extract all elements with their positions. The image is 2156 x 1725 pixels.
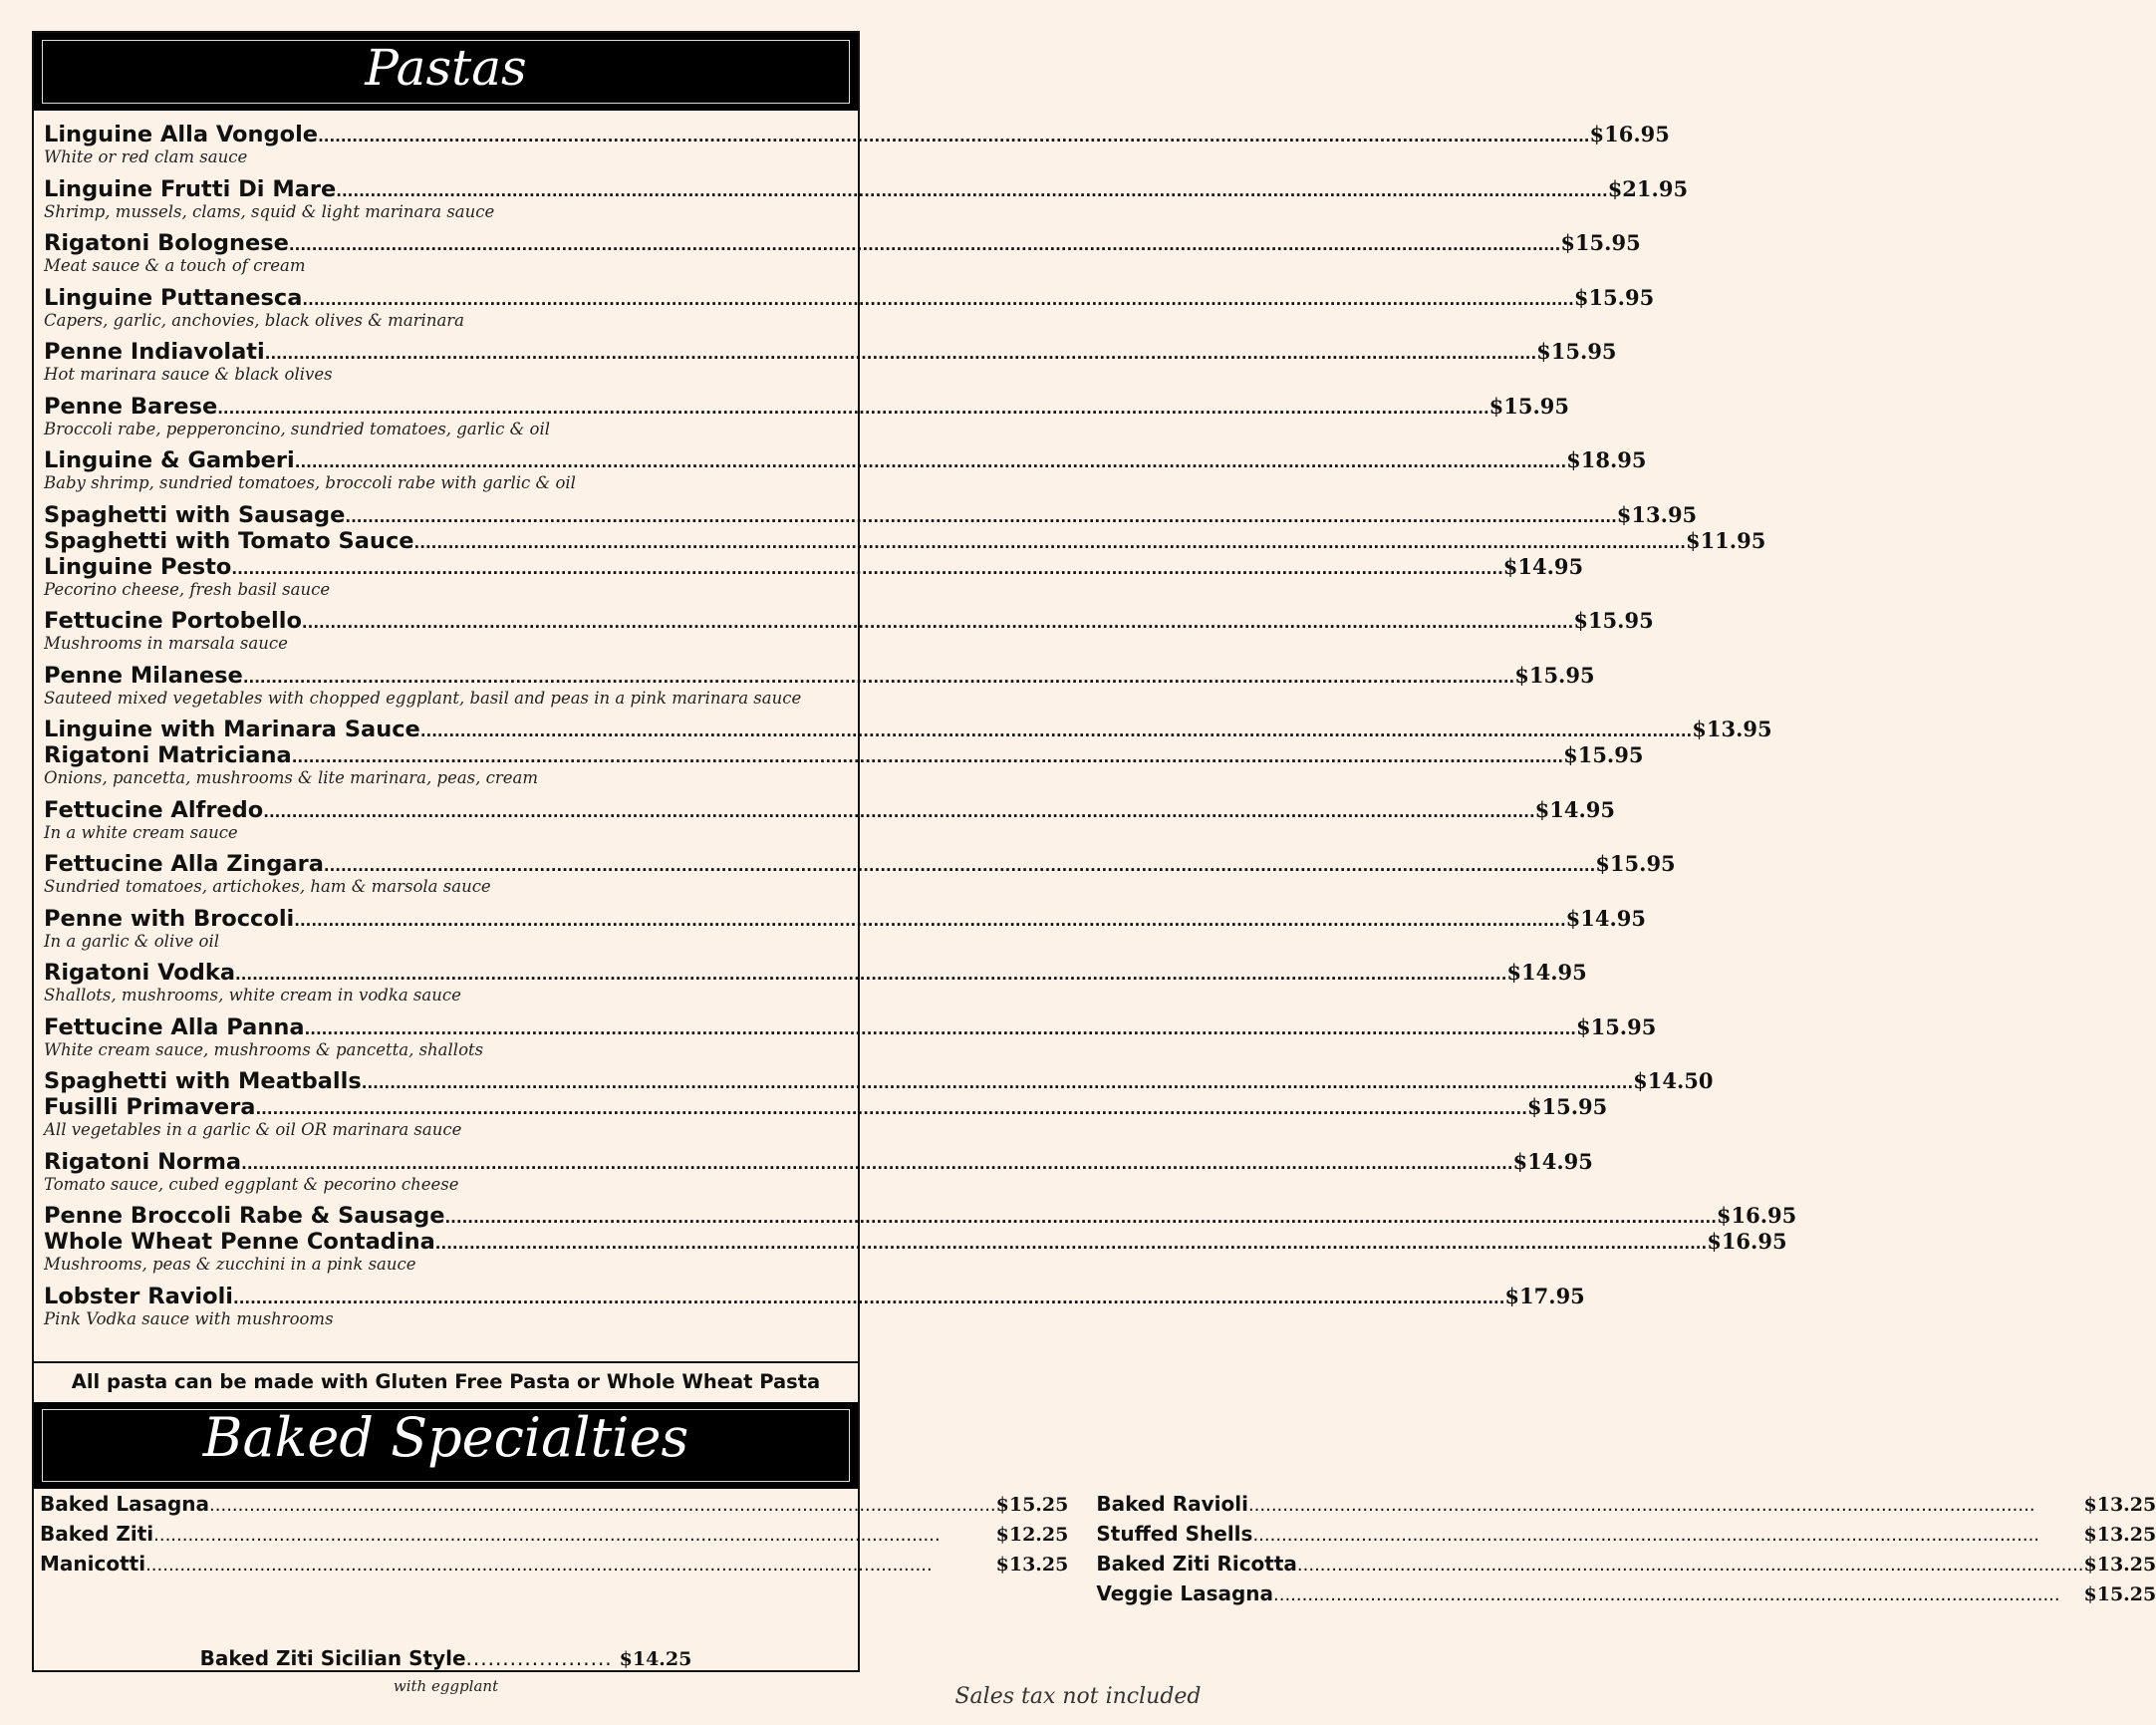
menu-item-row bbox=[44, 446, 1647, 473]
item-name: Rigatoni Vodka bbox=[44, 960, 235, 986]
item-price: $15.95 bbox=[1536, 339, 1617, 364]
pastas-title: Pastas bbox=[365, 39, 527, 97]
menu-item bbox=[44, 850, 1676, 905]
menu-item bbox=[44, 501, 1698, 528]
menu-item bbox=[44, 121, 1670, 175]
item-description: Meat sauce & a touch of cream bbox=[44, 256, 306, 275]
menu-item-row bbox=[44, 284, 1655, 311]
pasta-item-list bbox=[34, 111, 1797, 1336]
baked-item bbox=[40, 1550, 1068, 1580]
special-price: $14.25 bbox=[619, 1648, 692, 1670]
gluten-free-note: All pasta can be made with Gluten Free Pasta or Whole Wheat Pasta bbox=[34, 1361, 858, 1402]
menu-item-row bbox=[44, 553, 1584, 580]
menu-item bbox=[44, 446, 1647, 501]
item-price: $16.95 bbox=[1589, 122, 1670, 146]
special-item bbox=[34, 1644, 858, 1673]
dot-leader bbox=[318, 123, 1589, 150]
item-description: Pecorino cheese, fresh basil sauce bbox=[44, 579, 331, 599]
menu-item-row bbox=[44, 393, 1570, 420]
item-description: Shallots, mushrooms, white cream in vodka sauce bbox=[44, 986, 461, 1005]
menu-item-row bbox=[44, 175, 1689, 202]
item-description: Onions, pancetta, mushrooms & lite marinara, peas, cream bbox=[44, 768, 538, 787]
menu-item bbox=[44, 527, 1766, 554]
menu-item bbox=[44, 229, 1641, 284]
baked-left-column bbox=[40, 1490, 1068, 1609]
item-name: Whole Wheat Penne Contadina bbox=[44, 1229, 435, 1255]
menu-item-row bbox=[44, 662, 1595, 689]
dot-leader bbox=[336, 177, 1607, 205]
item-price: $15.95 bbox=[1563, 742, 1644, 767]
item-price: $14.95 bbox=[1502, 553, 1584, 579]
item-price: $14.95 bbox=[1512, 1148, 1593, 1174]
baked-item bbox=[1096, 1520, 2156, 1550]
dot-leader bbox=[263, 798, 1534, 826]
item-name: Linguine Frutti Di Mare bbox=[44, 175, 337, 202]
pastas-banner bbox=[34, 33, 858, 111]
menu-item bbox=[44, 741, 1644, 796]
item-description: Hot marinara sauce & black olives bbox=[44, 365, 333, 384]
special-description: with eggplant bbox=[393, 1677, 499, 1695]
menu-item bbox=[44, 284, 1655, 339]
item-description: Tomato sauce, cubed eggplant & pecorino cheese bbox=[44, 1174, 459, 1194]
dot-leader bbox=[1297, 1551, 2084, 1580]
dot-leader bbox=[289, 231, 1560, 259]
item-name: Fettucine Alfredo bbox=[44, 796, 264, 823]
menu-item-row bbox=[44, 850, 1676, 877]
item-name: Linguine with Marinara Sauce bbox=[44, 717, 420, 742]
dot-leader bbox=[324, 852, 1595, 880]
item-name: Fusilli Primavera bbox=[44, 1094, 256, 1120]
dot-leader bbox=[153, 1521, 996, 1550]
dot-leader bbox=[145, 1551, 996, 1580]
item-description: Capers, garlic, anchovies, black olives & marinara bbox=[44, 310, 465, 330]
dot-leader bbox=[1252, 1521, 2083, 1550]
item-description: White cream sauce, mushrooms & pancetta, shallots bbox=[44, 1039, 484, 1059]
item-price: $17.95 bbox=[1504, 1283, 1585, 1308]
special-name: Baked Ziti Sicilian Style bbox=[199, 1646, 466, 1670]
baked-item-name: Manicotti bbox=[40, 1552, 146, 1576]
item-price: $14.95 bbox=[1506, 960, 1587, 985]
item-name: Fettucine Alla Panna bbox=[44, 1013, 305, 1040]
baked-item-price: $13.25 bbox=[2083, 1524, 2156, 1546]
menu-item-row bbox=[44, 1148, 1593, 1175]
item-price: $16.95 bbox=[1716, 1203, 1797, 1228]
baked-item-price: $15.25 bbox=[2083, 1583, 2156, 1605]
item-name: Linguine Puttanesca bbox=[44, 284, 303, 311]
baked-item-price: $13.25 bbox=[2083, 1494, 2156, 1516]
menu-item bbox=[44, 1202, 1797, 1229]
item-description: Mushrooms in marsala sauce bbox=[44, 634, 288, 653]
menu-item-row bbox=[44, 229, 1641, 256]
menu-item bbox=[44, 338, 1617, 393]
baked-item-price: $13.25 bbox=[2083, 1554, 2156, 1576]
menu-item bbox=[44, 175, 1689, 230]
dot-leader bbox=[362, 1069, 1633, 1097]
item-name: Penne Broccoli Rabe & Sausage bbox=[44, 1203, 445, 1229]
item-name: Rigatoni Norma bbox=[44, 1148, 242, 1175]
item-name: Fettucine Portobello bbox=[44, 608, 302, 634]
item-price: $14.50 bbox=[1633, 1068, 1714, 1093]
item-price: $14.95 bbox=[1565, 905, 1647, 931]
item-price: $13.95 bbox=[1616, 501, 1698, 527]
baked-banner bbox=[34, 1402, 858, 1489]
baked-right-column bbox=[1096, 1490, 2156, 1609]
menu-item bbox=[44, 959, 1587, 1013]
item-name: Rigatoni Bolognese bbox=[44, 230, 289, 256]
baked-item-price: $12.25 bbox=[995, 1524, 1069, 1546]
item-name: Spaghetti with Sausage bbox=[44, 501, 346, 528]
dot-leader bbox=[414, 529, 1686, 557]
item-name: Linguine Alla Vongole bbox=[44, 122, 319, 147]
menu-item bbox=[44, 607, 1654, 662]
menu-item bbox=[44, 1067, 1714, 1094]
menu-item-row bbox=[44, 121, 1670, 147]
menu-item-row bbox=[44, 1283, 1585, 1309]
item-price: $15.95 bbox=[1560, 230, 1641, 255]
item-description: All vegetables in a garlic & oil OR marinara sauce bbox=[44, 1120, 462, 1139]
item-description: Pink Vodka sauce with mushrooms bbox=[44, 1308, 334, 1328]
item-name: Spaghetti with Meatballs bbox=[44, 1068, 362, 1094]
sales-tax-note: Sales tax not included bbox=[954, 1684, 1202, 1709]
menu-item-row bbox=[44, 1093, 1608, 1120]
baked-item-name: Baked Ravioli bbox=[1096, 1492, 1248, 1516]
menu-item bbox=[44, 796, 1616, 851]
menu-item-row bbox=[44, 959, 1587, 986]
menu-item bbox=[44, 553, 1584, 608]
baked-item bbox=[40, 1520, 1068, 1550]
menu-item-row bbox=[44, 905, 1647, 932]
menu-item bbox=[44, 393, 1570, 447]
item-price: $15.95 bbox=[1573, 608, 1654, 633]
item-name: Rigatoni Matriciana bbox=[44, 742, 292, 768]
item-description: Baby shrimp, sundried tomatoes, broccoli rabe with garlic & oil bbox=[44, 473, 576, 492]
dot-leader bbox=[233, 1285, 1504, 1312]
dot-leader bbox=[231, 555, 1502, 583]
item-name: Fettucine Alla Zingara bbox=[44, 851, 324, 877]
item-description: Shrimp, mussels, clams, squid & light marinara sauce bbox=[44, 201, 495, 221]
menu-item-row bbox=[44, 607, 1654, 634]
menu-item bbox=[44, 1228, 1787, 1283]
item-price: $16.95 bbox=[1707, 1229, 1787, 1254]
dot-leader bbox=[265, 340, 1536, 368]
item-price: $15.95 bbox=[1575, 1013, 1657, 1039]
baked-item-name: Stuffed Shells bbox=[1096, 1522, 1253, 1546]
menu-item-row bbox=[44, 716, 1772, 742]
menu-item-row bbox=[44, 1228, 1787, 1255]
menu-item-row bbox=[44, 1067, 1714, 1094]
dot-leader bbox=[302, 286, 1573, 314]
menu-item-row bbox=[44, 501, 1698, 528]
item-name: Linguine Pesto bbox=[44, 553, 232, 580]
baked-item-name: Baked Ziti bbox=[40, 1522, 154, 1546]
item-price: $21.95 bbox=[1607, 175, 1689, 201]
baked-item-name: Baked Ziti Ricotta bbox=[1096, 1552, 1297, 1576]
item-name: Penne with Broccoli bbox=[44, 905, 295, 932]
baked-item-name: Veggie Lasagna bbox=[1096, 1581, 1274, 1605]
menu-item bbox=[44, 662, 1595, 717]
item-description: White or red clam sauce bbox=[44, 147, 248, 166]
menu-item-row bbox=[44, 527, 1766, 554]
item-description: Sauteed mixed vegetables with chopped eggplant, basil and peas in a pink marinara sauce bbox=[44, 688, 802, 708]
menu-item bbox=[44, 1013, 1657, 1068]
item-price: $15.95 bbox=[1526, 1094, 1608, 1119]
baked-columns bbox=[40, 1490, 2156, 1609]
menu-item bbox=[44, 905, 1647, 960]
baked-item bbox=[1096, 1490, 2156, 1520]
baked-item-price: $15.25 bbox=[995, 1494, 1069, 1516]
item-price: $15.95 bbox=[1488, 393, 1570, 419]
dot-leader bbox=[435, 1230, 1707, 1258]
menu-item bbox=[44, 1283, 1585, 1337]
item-price: $15.95 bbox=[1514, 662, 1595, 688]
item-price: $11.95 bbox=[1685, 527, 1766, 553]
baked-title: Baked Specialties bbox=[202, 1406, 689, 1469]
item-price: $15.95 bbox=[1595, 851, 1676, 876]
dot-leader bbox=[420, 718, 1692, 745]
menu-item-row bbox=[44, 796, 1616, 823]
menu-item bbox=[44, 1148, 1593, 1203]
baked-item-price: $13.25 bbox=[995, 1554, 1069, 1576]
menu-item-row bbox=[44, 1013, 1657, 1040]
item-description: Sundried tomatoes, artichokes, ham & marsola sauce bbox=[44, 877, 491, 896]
menu-item bbox=[44, 1093, 1608, 1148]
dot-leader bbox=[444, 1204, 1716, 1232]
baked-item-name: Baked Lasagna bbox=[40, 1492, 210, 1516]
dot-leader bbox=[302, 609, 1573, 637]
special-dots: .................... bbox=[465, 1646, 613, 1670]
dot-leader bbox=[305, 1015, 1576, 1043]
item-price: $14.95 bbox=[1534, 796, 1616, 822]
item-description: Mushrooms, peas & zucchini in a pink sauce bbox=[44, 1255, 416, 1274]
dot-leader bbox=[209, 1491, 996, 1520]
item-description: In a garlic & olive oil bbox=[44, 931, 220, 951]
dot-leader bbox=[1273, 1581, 2084, 1609]
menu-item-row bbox=[44, 338, 1617, 365]
dot-leader bbox=[294, 907, 1565, 935]
baked-item bbox=[40, 1490, 1068, 1520]
item-price: $15.95 bbox=[1573, 284, 1655, 310]
item-price: $13.95 bbox=[1692, 717, 1772, 741]
dot-leader bbox=[345, 503, 1616, 531]
item-description: Broccoli rabe, pepperoncino, sundried tomatoes, garlic & oil bbox=[44, 419, 551, 438]
menu-item-row bbox=[44, 1202, 1797, 1229]
item-name: Penne Indiavolati bbox=[44, 339, 265, 365]
menu-item-row bbox=[44, 741, 1644, 768]
item-name: Penne Milanese bbox=[44, 662, 243, 689]
item-name: Linguine & Gamberi bbox=[44, 447, 295, 473]
item-name: Lobster Ravioli bbox=[44, 1283, 234, 1309]
menu-frame bbox=[32, 31, 2156, 1695]
baked-item bbox=[1096, 1550, 2156, 1580]
item-description: In a white cream sauce bbox=[44, 822, 238, 842]
item-name: Penne Barese bbox=[44, 393, 218, 420]
item-price: $18.95 bbox=[1566, 447, 1647, 472]
item-name: Spaghetti with Tomato Sauce bbox=[44, 527, 414, 554]
dot-leader bbox=[1248, 1491, 2084, 1520]
baked-item bbox=[1096, 1580, 2156, 1609]
menu-item bbox=[44, 716, 1772, 742]
